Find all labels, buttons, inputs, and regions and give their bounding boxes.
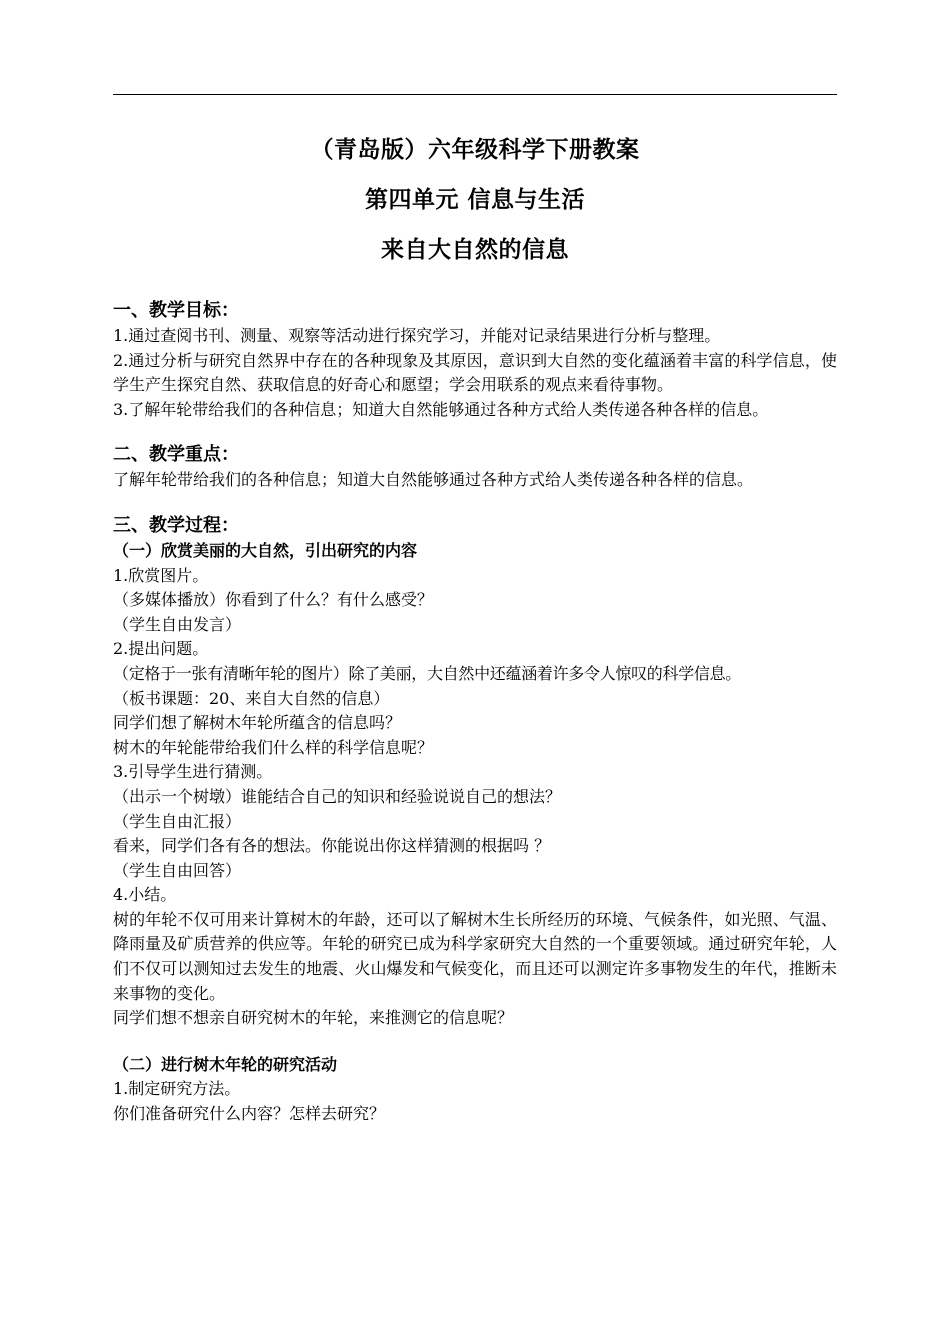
process-line: 你们准备研究什么内容？怎样去研究？ [113, 1104, 386, 1124]
process-line: （出示一个树墩）谁能结合自己的知识和经验说说自己的想法？ [113, 786, 562, 806]
process-line: （定格于一张有清晰年轮的图片）除了美丽，大自然中还蕴涵着许多令人惊叹的科学信息。 [113, 663, 742, 683]
objective-item: 2.通过分析与研究自然界中存在的各种现象及其原因，意识到大自然的变化蕴涵着丰富的科学信息，使学生产生探究自然、获取信息的好奇心和愿望；学会用联系的观点来看待事物。 [113, 350, 837, 395]
process-line: 树木的年轮能带给我们什么样的科学信息呢？ [113, 737, 434, 757]
process-line: 同学们想了解树木年轮所蕴含的信息吗？ [113, 713, 402, 733]
process-line: 1.制定研究方法。 [113, 1079, 241, 1099]
keypoints-text: 了解年轮带给我们的各种信息；知道大自然能够通过各种方式给人类传递各种各样的信息。 [113, 470, 754, 490]
process-line: （学生自由回答） [113, 860, 242, 880]
lesson-title: 来自大自然的信息 [381, 237, 569, 263]
part2-title: （二）进行树木年轮的研究活动 [113, 1054, 338, 1074]
document-title: （青岛版）六年级科学下册教案 [310, 137, 640, 163]
document-body [113, 298, 853, 1127]
objective-item: 3.了解年轮带给我们的各种信息；知道大自然能够通过各种方式给人类传递各种各样的信息。 [113, 399, 769, 419]
title-block [113, 131, 837, 281]
objectives-heading: 一、教学目标： [113, 300, 239, 321]
unit-title: 第四单元 信息与生活 [364, 187, 585, 213]
header-rule [113, 94, 837, 95]
process-line: 3.引导学生进行猜测。 [113, 762, 273, 782]
process-line: （学生自由发言） [113, 614, 242, 634]
process-line: 4.小结。 [113, 885, 177, 905]
objective-item: 1.通过查阅书刊、测量、观察等活动进行探究学习，并能对记录结果进行分析与整理。 [113, 326, 721, 345]
section-keypoints [113, 442, 853, 493]
process-line: （板书课题：20、来自大自然的信息） [113, 688, 390, 708]
section-process [113, 513, 853, 1127]
process-line: 看来，同学们各有各的想法。你能说出你这样猜测的根据吗 ？ [113, 836, 551, 856]
process-line: 同学们想不想亲自研究树木的年轮，来推测它的信息呢？ [113, 1008, 514, 1028]
keypoints-heading: 二、教学重点： [113, 444, 239, 466]
process-line: 2.提出问题。 [113, 639, 209, 659]
process-line: （多媒体播放）你看到了什么？有什么感受？ [113, 590, 434, 610]
section-objectives [113, 298, 853, 422]
part1-title: （一）欣赏美丽的大自然，引出研究的内容 [113, 540, 418, 560]
process-paragraph: 树的年轮不仅可用来计算树木的年龄，还可以了解树木生长所经历的环境、气候条件，如光照、气温、降雨量及矿质营养的供应等。年轮的研究已成为科学家研究大自然的一个重要领域。通过研究年轮，人们不仅可以测知过去发生的地震、火山爆发和气候变化，而且还可以测定许多事物发生的年代，推断未来事物的变化。 [113, 909, 837, 1003]
process-line: （学生自由汇报） [113, 811, 242, 831]
process-line: 1.欣赏图片。 [113, 565, 209, 585]
process-heading: 三、教学过程： [113, 514, 239, 536]
